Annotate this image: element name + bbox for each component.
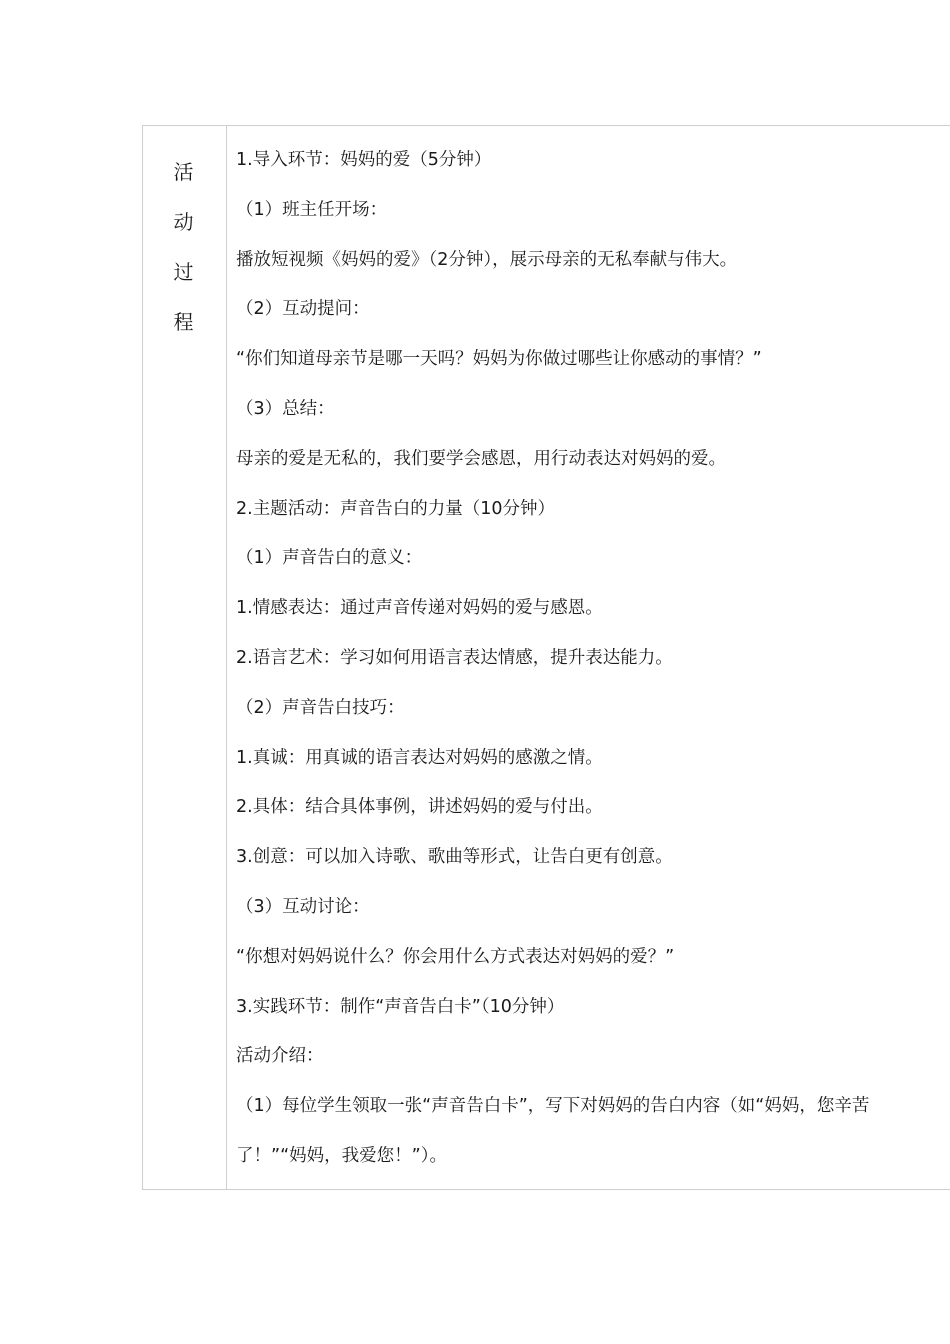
content-line: （3）总结： [236,398,335,419]
content-line: （1）声音告白的意义： [236,548,423,569]
content-line: 2.语言艺术：学习如何用语言表达情感，提升表达能力。 [236,647,673,668]
content-line: （3）互动讨论： [236,896,370,917]
content-line: 1.真诚：用真诚的语言表达对妈妈的感激之情。 [236,747,603,768]
content-line: （1）每位学生领取一张“声音告白卡”，写下对妈妈的告白内容（如“妈妈，您辛苦 [236,1096,870,1117]
content-line: 母亲的爱是无私的，我们要学会感恩，用行动表达对妈妈的爱。 [236,448,726,469]
content-line: （1）班主任开场： [236,199,388,220]
content-line: “你们知道母亲节是哪一天吗？妈妈为你做过哪些让你感动的事情？” [236,349,762,370]
section-heading-theme: 2.主题活动：声音告白的力量（10分钟） [236,498,555,519]
activity-process-label [143,126,227,1189]
content-line: 3.创意：可以加入诗歌、歌曲等形式，让告白更有创意。 [236,847,673,868]
content-line: （2）声音告白技巧： [236,697,405,718]
label-char: 过 [173,260,194,284]
content-line: 播放短视频《妈妈的爱》（2分钟），展示母亲的无私奉献与伟大。 [236,249,738,270]
content-line: 了！”“妈妈，我爱您！”）。 [236,1145,447,1166]
content-line: 2.具体：结合具体事例，讲述妈妈的爱与付出。 [236,797,603,818]
section-heading-intro: 1.导入环节：妈妈的爱（5分钟） [236,150,492,170]
label-char: 动 [173,210,194,234]
label-char: 活 [173,160,194,184]
section-heading-practice: 3.实践环节：制作“声音告白卡”（10分钟） [236,996,565,1017]
content-line: （2）互动提问： [236,299,370,320]
content-line: 活动介绍： [236,1046,324,1067]
content-line: “你想对妈妈说什么？你会用什么方式表达对妈妈的爱？” [236,946,675,967]
activity-content [227,126,950,1189]
label-char: 程 [173,310,194,334]
activity-table [142,125,950,1190]
content-line: 1.情感表达：通过声音传递对妈妈的爱与感恩。 [236,598,603,619]
